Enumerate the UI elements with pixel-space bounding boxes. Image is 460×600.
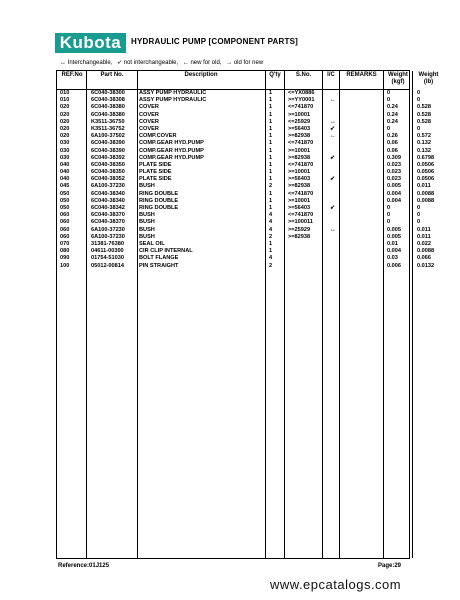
header-weight-lb	[413, 72, 444, 86]
cell-qty: 4	[269, 226, 273, 233]
cell-weight-kgf: 0.005	[387, 233, 401, 240]
cell-weight-kgf: 0.06	[387, 147, 398, 154]
cell-ic-symbol: ↔	[330, 118, 336, 125]
cell-ref-no: 100	[60, 262, 70, 269]
cell-ref-no: 070	[60, 240, 70, 247]
cell-serial-no: >=25929	[288, 226, 311, 233]
table-row	[57, 133, 431, 140]
cell-serial-no: >=82938	[288, 183, 311, 190]
cell-weight-lb: 0	[417, 219, 421, 226]
cell-description: ASSY PUMP HYDRAULIC	[139, 90, 207, 96]
cell-weight-kgf: 0.006	[387, 262, 401, 269]
header-weight-kgf-unit: (kgf)	[391, 79, 405, 85]
cell-qty: 4	[269, 219, 273, 226]
table-row	[57, 197, 435, 205]
cell-weight-kgf: 0	[387, 97, 391, 104]
legend-new-for-old: ← new for old,	[182, 60, 222, 66]
cell-part-no: 6A100-37230	[91, 233, 125, 240]
cell-qty: 1	[269, 111, 273, 118]
cell-ic-symbol: ➶	[330, 205, 336, 211]
cell-description: PLATE SIDE	[139, 176, 172, 183]
cell-ic-symbol: ↔	[330, 226, 336, 233]
legend-interchangeable: ↔ Interchangeable,	[60, 60, 113, 66]
cell-description: COVER	[139, 118, 159, 125]
cell-qty: 1	[269, 248, 273, 255]
cell-weight-kgf: 0.023	[387, 176, 401, 183]
cell-description: COMP.GEAR HYD.PUMP	[139, 140, 204, 147]
table-row	[57, 248, 435, 255]
table-row	[57, 176, 435, 183]
table-row	[57, 154, 435, 162]
cell-weight-kgf: 0	[387, 219, 391, 226]
parts-table	[56, 70, 439, 559]
cell-weight-lb: 0.572	[417, 133, 431, 140]
table-row	[57, 104, 431, 111]
cell-qty: 1	[269, 176, 273, 183]
cell-ic-symbol: ➶	[330, 176, 336, 183]
table-row	[57, 90, 421, 97]
cell-ref-no: 040	[60, 176, 70, 183]
cell-ref-no: 060	[60, 212, 70, 219]
cell-weight-kgf: 0	[387, 205, 391, 211]
cell-ic-symbol: ←	[330, 133, 336, 140]
cell-qty: 1	[269, 197, 273, 204]
cell-part-no: K3511-36752	[91, 125, 125, 132]
cell-part-no: 6C040-38340	[91, 197, 125, 204]
cell-serial-no: <=YX0886	[288, 90, 315, 96]
cell-description: COVER	[139, 104, 159, 111]
cell-weight-lb: 0.011	[417, 233, 431, 240]
cell-ic-symbol: ➶	[330, 125, 336, 132]
interchange-legend	[60, 59, 266, 66]
cell-weight-lb: 0.528	[417, 104, 431, 111]
cell-qty: 1	[269, 205, 273, 211]
cell-part-no: 6C040-38380	[91, 104, 125, 111]
cell-ref-no: 060	[60, 219, 70, 226]
cell-part-no: 6C040-38308	[91, 97, 125, 104]
cell-weight-lb: 0.011	[417, 226, 431, 233]
cell-part-no: 6A100-37230	[91, 183, 125, 190]
cell-serial-no: >=82938	[288, 133, 311, 140]
cell-weight-kgf: 0	[387, 90, 391, 96]
cell-ref-no: 090	[60, 255, 70, 262]
cell-qty: 1	[269, 104, 273, 111]
cell-weight-kgf: 0.004	[387, 248, 401, 255]
cell-weight-kgf: 0.005	[387, 183, 401, 190]
cell-part-no: 6C040-38390	[91, 140, 125, 147]
cell-description: PLATE SIDE	[139, 169, 172, 176]
header-weight-lb-label: Weight	[418, 72, 439, 78]
cell-weight-kgf: 0.24	[387, 118, 398, 125]
cell-ref-no: 020	[60, 104, 70, 111]
cell-weight-lb: 0.132	[417, 147, 431, 154]
cell-weight-lb: 0.0088	[417, 248, 435, 255]
table-row	[57, 97, 421, 104]
cell-serial-no: >=82938	[288, 233, 311, 240]
cell-part-no: 6C040-38350	[91, 169, 125, 176]
cell-weight-kgf: 0	[387, 125, 391, 132]
table-header	[57, 71, 439, 90]
table-body	[57, 90, 435, 270]
cell-weight-kgf: 0.24	[387, 111, 398, 118]
cell-ref-no: 030	[60, 140, 70, 147]
cell-description: COMP.GEAR HYD.PUMP	[139, 154, 204, 161]
cell-description: ASSY PUMP HYDRAULIC	[139, 97, 207, 104]
table-row	[57, 140, 431, 147]
cell-ref-no: 030	[60, 147, 70, 154]
cell-weight-lb: 0.0088	[417, 190, 435, 197]
cell-ref-no: 060	[60, 233, 70, 240]
table-row	[57, 255, 431, 262]
header-weight-lb-unit: (lb)	[423, 79, 434, 85]
cell-serial-no: >=YY0001	[288, 97, 315, 104]
cell-description: BUSH	[139, 183, 155, 190]
cell-ref-no: 080	[60, 248, 70, 255]
cell-description: RING DOUBLE	[139, 190, 179, 197]
table-row	[57, 190, 435, 198]
cell-description: COVER	[139, 111, 159, 118]
header-remarks: REMARKS	[346, 72, 377, 78]
cell-description: BUSH	[139, 226, 155, 233]
reference-code: Reference:01J125	[58, 563, 110, 569]
cell-serial-no: <=741870	[288, 190, 314, 197]
cell-weight-kgf: 0.023	[387, 169, 401, 176]
cell-weight-lb: 0	[417, 205, 421, 211]
cell-serial-no: >=10001	[288, 147, 311, 154]
cell-weight-kgf: 0.004	[387, 197, 401, 204]
page-title: HYDRAULIC PUMP [COMPONENT PARTS]	[131, 37, 298, 46]
cell-part-no: 04611-00300	[91, 248, 124, 255]
header-weight-kgf	[384, 72, 412, 86]
header-description: Description	[184, 72, 218, 78]
cell-part-no: 6A100-37502	[91, 133, 125, 140]
table-row	[57, 183, 431, 190]
table-row	[57, 219, 421, 226]
table-row	[57, 233, 431, 241]
cell-part-no: 6C040-38380	[91, 111, 125, 118]
cell-serial-no: >=100011	[288, 219, 313, 226]
cell-part-no: 6C040-38370	[91, 212, 125, 219]
cell-weight-lb: 0.022	[417, 240, 431, 247]
cell-qty: 1	[269, 97, 273, 104]
cell-part-no: 6C040-38390	[91, 147, 125, 154]
table-row	[57, 240, 431, 248]
cell-part-no: 6A100-37230	[91, 226, 125, 233]
cell-ref-no: 020	[60, 118, 70, 125]
cell-ic-symbol: ←	[330, 97, 336, 104]
cell-serial-no: >=10001	[288, 197, 311, 204]
cell-part-no: 6C040-38340	[91, 190, 125, 197]
cell-weight-lb: 0	[417, 125, 421, 132]
cell-part-no: 6C040-38352	[91, 176, 125, 183]
cell-serial-no: >=82938	[288, 154, 311, 161]
cell-weight-lb: 0	[417, 90, 421, 96]
cell-weight-lb: 0.066	[417, 255, 431, 262]
table-row	[57, 147, 431, 155]
cell-serial-no: >=10001	[288, 169, 311, 176]
cell-ref-no: 050	[60, 190, 70, 197]
cell-weight-lb: 0.011	[417, 183, 431, 190]
cell-description: CIR CLIP INTERNAL	[139, 248, 193, 255]
cell-qty: 1	[269, 154, 273, 161]
cell-qty: 1	[269, 133, 273, 140]
cell-serial-no: <=25929	[288, 118, 311, 125]
column-divider	[412, 71, 413, 558]
cell-qty: 4	[269, 212, 273, 219]
kubota-logo: Kubota	[55, 33, 126, 53]
cell-description: SEAL OIL	[139, 240, 165, 247]
cell-qty: 1	[269, 190, 273, 197]
cell-ref-no: 050	[60, 205, 70, 211]
cell-description: BUSH	[139, 233, 155, 240]
cell-weight-lb: 0.0132	[417, 262, 435, 269]
cell-ref-no: 010	[60, 97, 70, 104]
cell-weight-kgf: 0	[387, 212, 391, 219]
cell-qty: 2	[269, 262, 273, 269]
cell-ref-no: 020	[60, 111, 70, 118]
cell-ref-no: 010	[60, 90, 70, 96]
cell-ref-no: 020	[60, 133, 70, 140]
table-row	[57, 125, 421, 133]
cell-qty: 1	[269, 140, 273, 147]
cell-serial-no: <=741870	[288, 140, 314, 147]
cell-weight-kgf: 0.01	[387, 240, 398, 247]
cell-part-no: 05012-00814	[91, 262, 124, 269]
cell-weight-lb: 0.0506	[417, 169, 435, 176]
cell-description: RING DOUBLE	[139, 197, 179, 204]
table-row	[57, 118, 431, 126]
cell-ic-symbol: ➶	[330, 154, 336, 161]
cell-qty: 1	[269, 118, 273, 125]
cell-serial-no: <=741870	[288, 104, 314, 111]
cell-qty: 1	[269, 161, 273, 168]
header-serial-no: S.No.	[295, 72, 312, 78]
cell-description: COVER	[139, 125, 159, 132]
watermark: www.epcatalogs.com	[270, 577, 402, 592]
cell-ref-no: 040	[60, 169, 70, 176]
legend-not-interchangeable: ➶ not interchangeable,	[117, 60, 179, 66]
cell-weight-lb: 0.528	[417, 118, 431, 125]
cell-weight-lb: 0.0506	[417, 161, 435, 168]
header-weight-kgf-label: Weight	[388, 72, 408, 78]
header-ic: I/C	[327, 72, 335, 78]
cell-part-no: 6C040-38350	[91, 161, 125, 168]
cell-serial-no: >=56403	[288, 205, 311, 211]
cell-weight-lb: 0.0506	[417, 176, 435, 183]
page-number: Page:29	[378, 563, 402, 569]
cell-description: COMP.GEAR HYD.PUMP	[139, 147, 204, 154]
cell-weight-lb: 0.132	[417, 140, 431, 147]
cell-weight-kgf: 0.004	[387, 190, 401, 197]
cell-part-no: 6C040-38370	[91, 219, 125, 226]
cell-qty: 1	[269, 90, 273, 96]
legend-old-for-new: → old for new	[226, 60, 264, 66]
cell-weight-lb: 0.528	[417, 111, 431, 118]
header-qty: Q'ty	[269, 72, 281, 78]
cell-qty: 2	[269, 233, 273, 240]
cell-ref-no: 030	[60, 154, 70, 161]
cell-weight-kgf: 0.26	[387, 133, 398, 140]
cell-qty: 1	[269, 147, 273, 154]
table-row	[57, 226, 431, 234]
table-row	[57, 169, 435, 176]
cell-serial-no: >=10001	[288, 111, 311, 118]
header-part-no: Part No.	[100, 72, 124, 78]
cell-weight-lb: 0.6798	[417, 154, 435, 161]
cell-description: PLATE SIDE	[139, 161, 172, 168]
cell-qty: 1	[269, 125, 273, 132]
cell-qty: 4	[269, 255, 273, 262]
cell-weight-kgf: 0.03	[387, 255, 398, 262]
cell-serial-no: <=741870	[288, 161, 314, 168]
cell-part-no: 31381-76380	[91, 240, 124, 247]
cell-weight-kgf: 0.309	[387, 154, 401, 161]
cell-description: RING DOUBLE	[139, 205, 179, 211]
table-row	[57, 205, 421, 212]
cell-qty: 1	[269, 240, 273, 247]
cell-weight-lb: 0	[417, 97, 421, 104]
cell-ref-no: 045	[60, 183, 70, 190]
cell-part-no: 01754-51030	[91, 255, 124, 262]
cell-description: BUSH	[139, 212, 155, 219]
cell-ref-no: 060	[60, 226, 70, 233]
cell-ref-no: 020	[60, 125, 70, 132]
cell-ref-no: 040	[60, 161, 70, 168]
table-row	[57, 111, 431, 119]
cell-ref-no: 050	[60, 197, 70, 204]
cell-serial-no: >=56403	[288, 125, 311, 132]
cell-part-no: 6C040-38342	[91, 205, 125, 211]
cell-qty: 2	[269, 183, 273, 190]
header-ref: REF.No	[61, 72, 83, 78]
cell-weight-kgf: 0.24	[387, 104, 398, 111]
cell-description: PIN STRAIGHT	[139, 262, 179, 269]
cell-part-no: K3511-36750	[91, 118, 125, 125]
cell-weight-kgf: 0.005	[387, 226, 401, 233]
cell-part-no: 6C040-38392	[91, 154, 125, 161]
cell-description: BUSH	[139, 219, 155, 226]
table-row	[57, 161, 435, 169]
cell-weight-lb: 0.0088	[417, 197, 435, 204]
cell-description: COMP.COVER	[139, 133, 177, 140]
cell-serial-no: <=741870	[288, 212, 314, 219]
cell-weight-lb: 0	[417, 212, 421, 219]
table-row	[57, 212, 421, 219]
cell-description: BOLT FLANGE	[139, 255, 179, 262]
cell-serial-no: >=56403	[288, 176, 311, 183]
table-row	[57, 262, 435, 270]
cell-weight-kgf: 0.06	[387, 140, 398, 147]
cell-weight-kgf: 0.023	[387, 161, 401, 168]
cell-part-no: 6C040-38300	[91, 90, 125, 96]
cell-qty: 1	[269, 169, 273, 176]
